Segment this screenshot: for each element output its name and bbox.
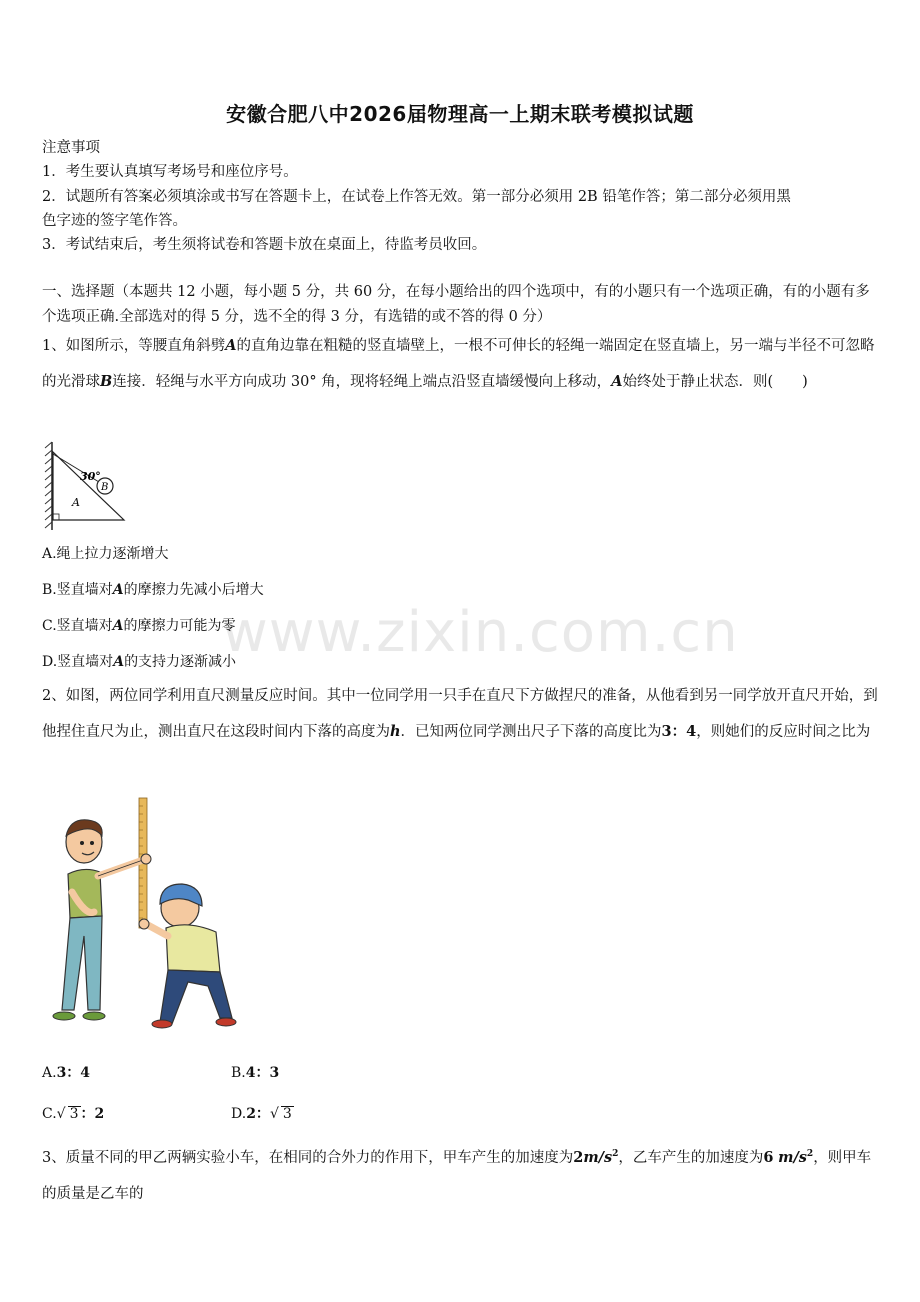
notice-heading: 注意事项 bbox=[42, 140, 100, 156]
q1-option-b-text-2: 的摩擦力先减小后增大 bbox=[123, 582, 264, 598]
q1-option-c-text-2: 的摩擦力可能为零 bbox=[123, 618, 236, 634]
notice-item-2-line-1: 2．试题所有答案必须填涂或书写在答题卡上，在试卷上作答无效。第一部分必须用 2B 铅笔作答；第二部分必须用黑 bbox=[42, 189, 791, 205]
q2-option-b-label: B. bbox=[231, 1065, 246, 1081]
question-3-text bbox=[42, 1136, 880, 1212]
q3-unit-1-exp: 2 bbox=[612, 1149, 619, 1159]
q1-option-c[interactable] bbox=[42, 615, 236, 635]
q1-var-a-2: A bbox=[611, 373, 623, 390]
q1-text-part-1: 1、如图所示，等腰直角斜劈 bbox=[42, 338, 226, 354]
q3-acc-2: 6 bbox=[763, 1148, 774, 1166]
page-title: 安徽合肥八中2026届物理高一上期末联考模拟试题 bbox=[226, 102, 694, 126]
q3-unit-2: m/s bbox=[778, 1148, 807, 1166]
q1-text-part-4: 始终处于静止状态．则( ) bbox=[622, 374, 808, 390]
question-1-text bbox=[42, 328, 880, 400]
q1-figure-angle-label: 30° bbox=[80, 470, 101, 483]
q2-var-h: h bbox=[390, 723, 401, 740]
sqrt-symbol: √ bbox=[56, 1106, 66, 1122]
notice-item-1: 1．考生要认真填写考场号和座位序号。 bbox=[42, 164, 298, 180]
q2-option-c-root: 3 bbox=[69, 1106, 79, 1122]
watermark: www.zixin.com.cn bbox=[222, 600, 739, 665]
q2-option-b[interactable] bbox=[231, 1062, 279, 1082]
q2-figure-reaction-time bbox=[48, 796, 240, 1034]
q2-option-c-label: C. bbox=[42, 1106, 57, 1122]
q2-option-c[interactable] bbox=[42, 1103, 104, 1123]
q1-option-b[interactable] bbox=[42, 579, 264, 599]
q1-figure-wedge-label: A bbox=[72, 496, 80, 509]
q2-option-d[interactable] bbox=[231, 1103, 294, 1123]
q1-var-a: A bbox=[225, 337, 237, 354]
q1-option-c-var: A bbox=[112, 618, 124, 634]
q1-text-part-2: 的直角边靠在粗糙的竖直墙壁上，一根不可伸长的轻绳一端固定在竖直墙上，另一端与半径不可忽略的光滑球 bbox=[42, 338, 875, 390]
q1-var-b: B bbox=[100, 373, 113, 390]
q1-option-b-var: A bbox=[112, 582, 124, 598]
q1-option-a[interactable]: A.绳上拉力逐渐增大 bbox=[42, 546, 169, 562]
q2-option-a-label: A. bbox=[42, 1065, 57, 1081]
q2-option-d-label: D. bbox=[231, 1106, 247, 1122]
q3-text-part-1: 3、质量不同的甲乙两辆实验小车，在相同的合外力的作用下，甲车产生的加速度为 bbox=[42, 1149, 574, 1166]
q2-option-c-value: ：2 bbox=[80, 1106, 105, 1122]
q2-option-a[interactable] bbox=[42, 1062, 90, 1082]
q3-unit-2-exp: 2 bbox=[806, 1149, 814, 1159]
q1-figure-ball-label: B bbox=[101, 482, 109, 493]
q1-option-c-text: C.竖直墙对 bbox=[42, 618, 113, 634]
q1-option-b-text: B.竖直墙对 bbox=[42, 582, 113, 598]
q1-option-d-text-2: 的支持力逐渐减小 bbox=[124, 654, 237, 670]
q3-acc-1: 2 bbox=[573, 1148, 584, 1166]
q3-text-part-3: ，则甲车的质量是乙车的 bbox=[42, 1149, 872, 1202]
notice-item-2 bbox=[42, 186, 882, 208]
q2-text-part-3: ，则她们的反应时间之比为 bbox=[696, 724, 871, 740]
notice-item-2-cont: 色字迹的签字笔作答。 bbox=[42, 213, 187, 229]
q1-text-part-3: 连接．轻绳与水平方向成功 30° 角，现将轻绳上端点沿竖直墙缓慢向上移动， bbox=[112, 374, 612, 390]
q2-option-d-value: 2： bbox=[246, 1106, 270, 1122]
q1-option-d[interactable] bbox=[42, 651, 236, 671]
q2-option-a-value: 3：4 bbox=[56, 1065, 91, 1081]
q2-text-part-2: ．已知两位同学测出尺子下落的高度比为 bbox=[400, 724, 662, 740]
q2-text-part-1: 2、如图，两位同学利用直尺测量反应时间。其中一位同学用一只手在直尺下方做捏尺的准备，从他看到另一同学放开直尺开始，到他捏住直尺为止，测出直尺在这段时间内下落的高度为 bbox=[42, 688, 878, 740]
q1-option-d-text: D.竖直墙对 bbox=[42, 654, 114, 670]
question-2-text bbox=[42, 678, 880, 750]
section-1-intro: 一、选择题（本题共 12 小题，每小题 5 分，共 60 分，在每小题给出的四个选项中，有的小题只有一个选项正确，有的小题有多个选项正确.全部选对的得 5 分，选不全的得 3 分，有选错的或不答的得 0 分） bbox=[42, 284, 870, 325]
q1-option-d-var: A bbox=[113, 654, 125, 670]
q2-option-b-value: 4：3 bbox=[245, 1065, 280, 1081]
q2-ratio: 3：4 bbox=[661, 723, 697, 740]
q2-option-d-root: 3 bbox=[282, 1106, 292, 1122]
q1-figure-wedge-ball bbox=[44, 440, 128, 532]
notice-item-3: 3．考试结束后，考生须将试卷和答题卡放在桌面上，待监考员收回。 bbox=[42, 237, 487, 253]
q3-unit-1: m/s bbox=[583, 1148, 613, 1166]
sqrt-symbol: √ bbox=[269, 1106, 279, 1122]
q3-text-part-2: ，乙车产生的加速度为 bbox=[618, 1149, 764, 1166]
